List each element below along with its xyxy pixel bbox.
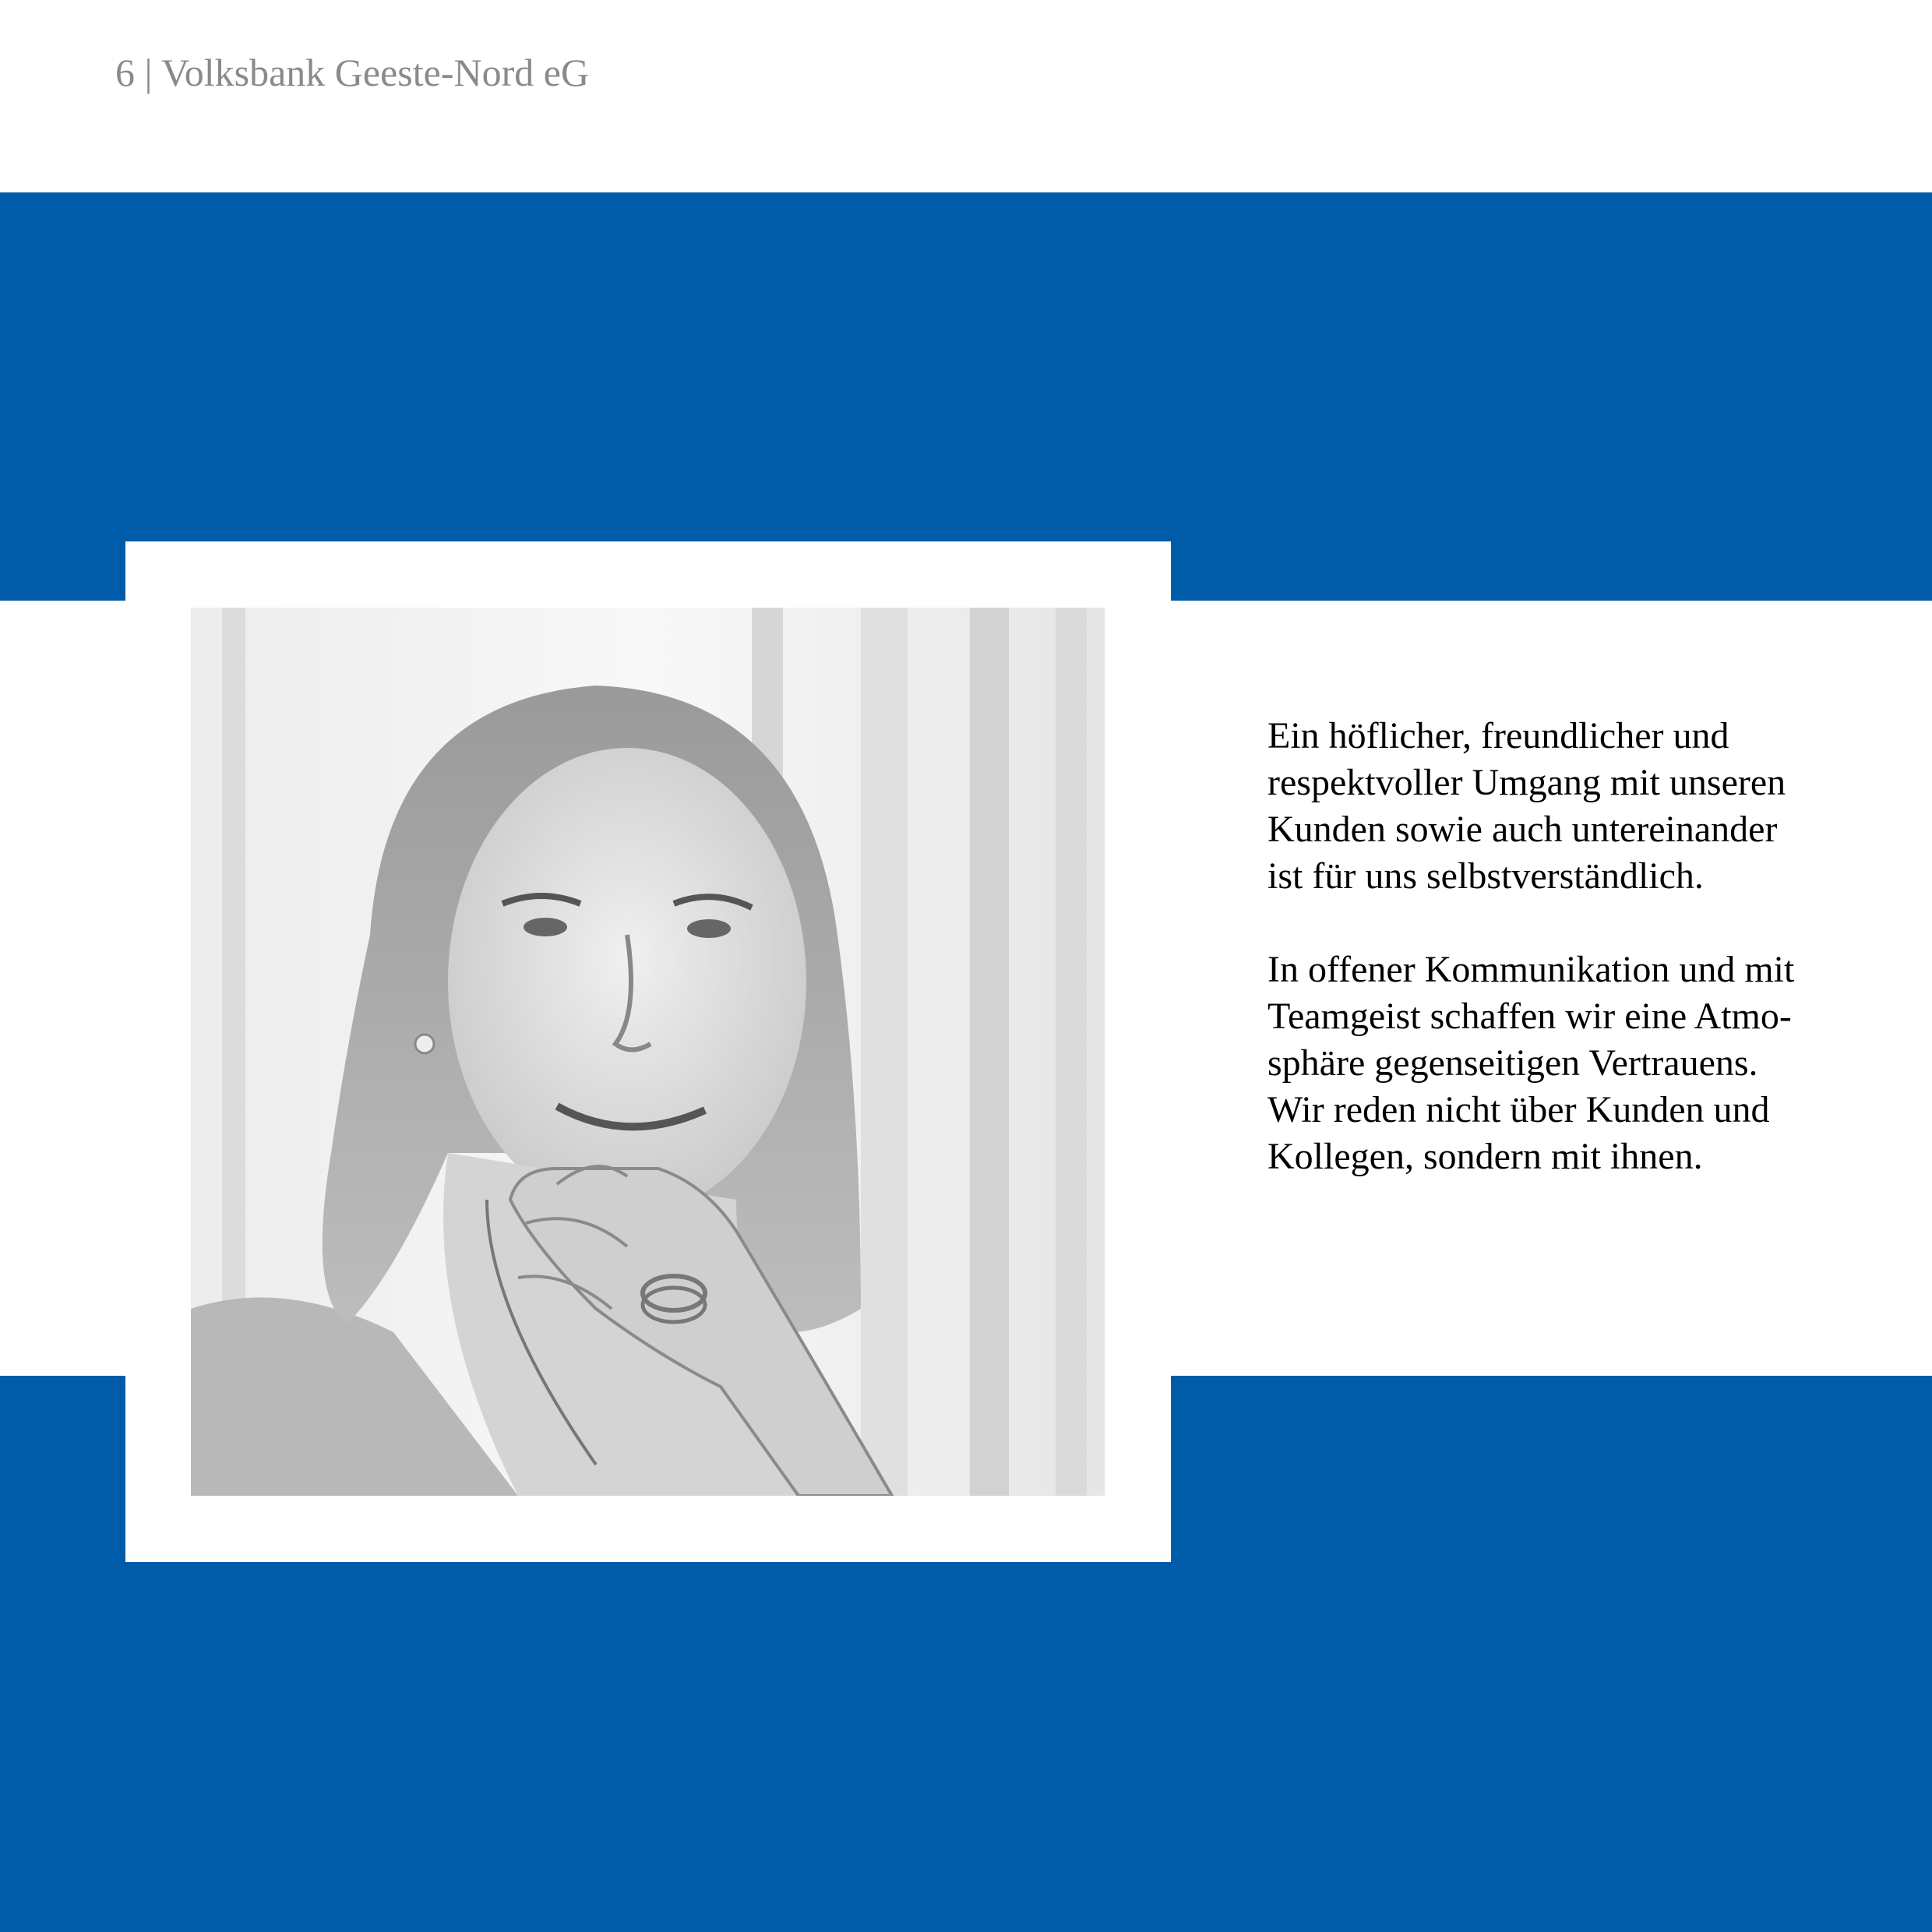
body-paragraph-2: In offener Kommunikation und mit Teamgeist schaffen wir eine Atmo- sphäre gegenseitigen Vertrauens. Wir reden nicht über Kunden und Kollegen, sondern mit ihnen.	[1267, 949, 1795, 1177]
body-text	[1267, 713, 1891, 1227]
page-header: 6 | Volksbank Geeste-Nord eG	[115, 51, 590, 94]
portrait-illustration	[191, 608, 1105, 1496]
blue-band-top	[0, 192, 1932, 601]
body-paragraph-1: Ein höflicher, freundlicher und respektvoller Umgang mit unseren Kunden sowie auch untereinander ist für uns selbstverständlich.	[1267, 715, 1786, 897]
portrait-photo	[191, 608, 1105, 1496]
